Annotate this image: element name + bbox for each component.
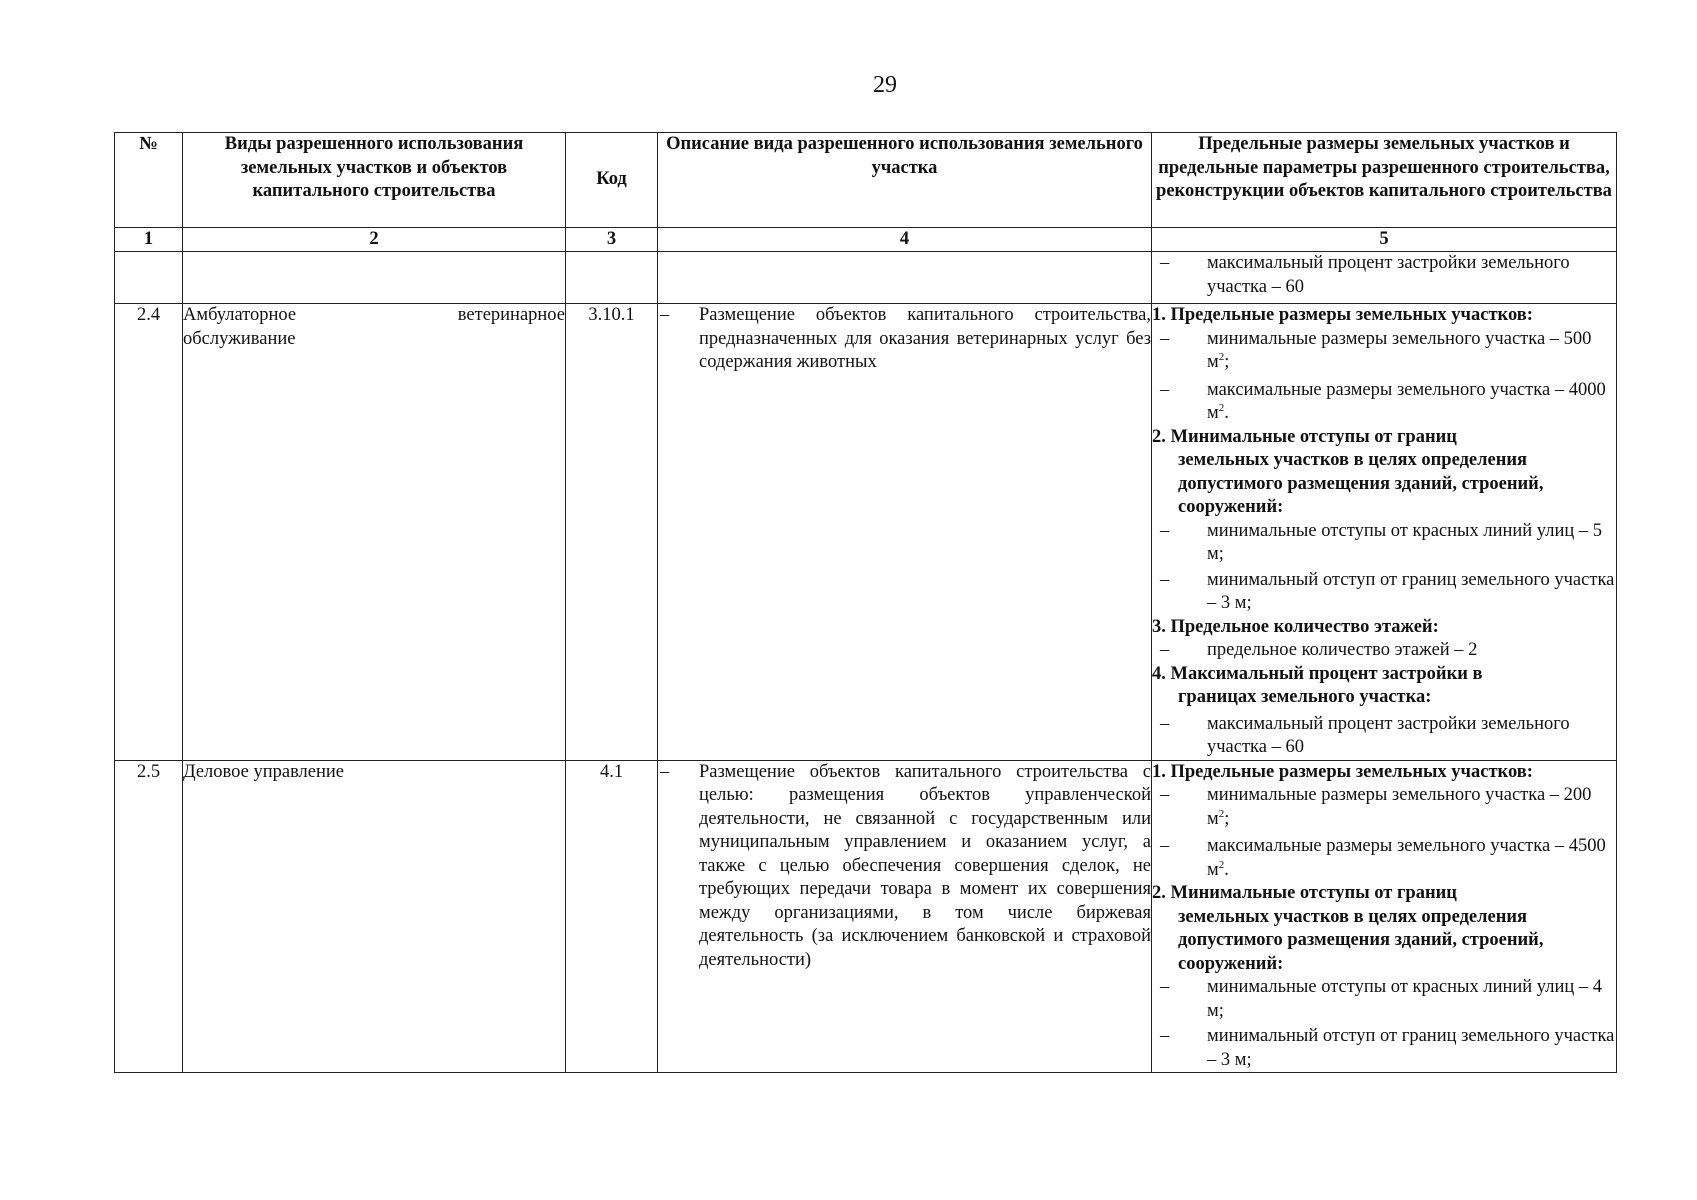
limit-item [1152, 328, 1616, 375]
use-type-cell: Деловое управление [183, 760, 566, 1073]
dash: – [1160, 520, 1170, 541]
superscript: 2 [1218, 858, 1225, 871]
heading-line: 2. Минимальные отступы от границ [1152, 883, 1457, 903]
dash: – [1160, 328, 1170, 349]
limit-text: минимальные отступы от красных линий улиц – 4 м; [1207, 977, 1603, 1021]
limit-text: минимальные размеры земельного участка – 500 м [1207, 328, 1592, 372]
limit-text: максимальные размеры земельного участка – 4500 м [1207, 836, 1606, 880]
limit-text: максимальный процент застройки земельного участка – 60 [1207, 713, 1570, 757]
column-number: 4 [658, 228, 1152, 252]
dash: – [1160, 640, 1170, 660]
description-cell [658, 252, 1152, 304]
punctuation: . [1224, 403, 1229, 423]
superscript: 2 [1218, 807, 1225, 820]
limit-text: предельное количество этажей – 2 [1207, 640, 1478, 660]
dash: – [1160, 1026, 1170, 1046]
limit-item [1152, 379, 1616, 426]
dash: – [660, 305, 670, 325]
limit-item [1152, 252, 1616, 299]
row-number [115, 252, 183, 304]
page-number: 29 [873, 72, 897, 98]
header-no: № [115, 133, 183, 228]
superscript: 2 [1218, 402, 1225, 414]
limit-text: минимальные отступы от красных линий улиц – 5 м; [1207, 520, 1603, 564]
dash: – [1160, 836, 1170, 856]
punctuation: ; [1224, 808, 1230, 829]
heading-line: 2. Минимальные отступы от границ [1152, 426, 1457, 447]
limit-text: минимальные размеры земельного участка – 200 м [1207, 785, 1592, 829]
limit-item [1152, 713, 1616, 760]
description-cell [658, 304, 1152, 761]
limit-text: максимальный процент застройки земельного участка – 60 [1207, 253, 1570, 297]
column-number: 3 [566, 228, 658, 252]
code-cell: 3.10.1 [566, 304, 658, 761]
limit-item [1152, 784, 1616, 831]
code-cell [566, 252, 658, 304]
limits-heading: 1. Предельные размеры земельных участков: [1152, 305, 1533, 325]
use-type-cell [183, 252, 566, 304]
limits-cell [1152, 760, 1617, 1073]
heading-line: 4. Максимальный процент застройки в [1152, 663, 1483, 684]
limits-heading: 3. Предельное количество этажей: [1152, 616, 1439, 637]
column-number-row [115, 228, 1617, 252]
header-description: Описание вида разрешенного использования земельного участка [658, 133, 1152, 228]
dash: – [1160, 977, 1170, 997]
column-number: 1 [115, 228, 183, 252]
limits-cell [1152, 252, 1617, 304]
punctuation: . [1224, 859, 1229, 880]
header-use-type: Виды разрешенного использования земельных участков и объектов капитального строительства [183, 133, 566, 228]
use-type-cell [183, 304, 566, 761]
table-header-row [115, 133, 1617, 228]
dash: – [1160, 569, 1170, 590]
description-cell [658, 760, 1152, 1073]
code-cell: 4.1 [566, 760, 658, 1073]
column-number: 2 [183, 228, 566, 252]
heading-line: земельных участков в целях определения допустимого размещения зданий, строений, сооружений: [1178, 906, 1544, 974]
description-text: Размещение объектов капитального строительства с целью: размещения объектов управленческой деятельности, не связанной с государственным или муниципальным управлением и оказанием услуг, а также с целью обеспечения совершения сделок, не требующих передачи товара в момент их совершения между организациями, в том числе биржевая деятельность (за исключением банковской и страховой деятельности) [699, 761, 1151, 970]
limit-item [1152, 1025, 1616, 1072]
table-row [115, 252, 1617, 304]
limits-heading [1152, 663, 1616, 710]
dash: – [1160, 379, 1170, 400]
limit-text: минимальный отступ от границ земельного участка – 3 м; [1207, 569, 1615, 613]
limit-item [1152, 569, 1616, 616]
limit-item [1152, 835, 1616, 882]
header-code: Код [566, 133, 658, 228]
limit-item [1152, 520, 1616, 567]
limits-heading [1152, 882, 1616, 976]
row-number: 2.5 [115, 760, 183, 1073]
limits-heading: 1. Предельные размеры земельных участков: [1152, 761, 1533, 782]
description-text: Размещение объектов капитального строительства, предназначенных для оказания ветеринарных услуг без содержания животных [699, 305, 1151, 372]
superscript: 2 [1218, 351, 1225, 363]
limits-heading [1152, 426, 1616, 520]
dash: – [1160, 713, 1170, 734]
heading-line: земельных участков в целях определения допустимого размещения зданий, строений, сооружений: [1178, 450, 1544, 517]
limit-text: максимальные размеры земельного участка – 4000 м [1207, 379, 1606, 423]
use-type-word: Амбулаторное [183, 305, 297, 325]
punctuation: ; [1224, 352, 1230, 372]
land-use-table [114, 132, 1617, 1073]
dash: – [1160, 785, 1170, 805]
use-type-word: ветеринарное [457, 305, 565, 325]
row-number: 2.4 [115, 304, 183, 761]
limit-item [1152, 639, 1616, 663]
column-number: 5 [1152, 228, 1617, 252]
heading-line: границах земельного участка: [1178, 687, 1432, 707]
table-row [115, 760, 1617, 1073]
header-limits: Предельные размеры земельных участков и предельные параметры разрешенного строительства, реконструкции объектов капитального строительства [1152, 133, 1617, 228]
limits-cell [1152, 304, 1617, 761]
table-row [115, 304, 1617, 761]
limit-item [1152, 976, 1616, 1023]
dash: – [660, 761, 670, 782]
limit-text: минимальный отступ от границ земельного участка – 3 м; [1207, 1026, 1615, 1070]
dash: – [1160, 253, 1170, 273]
use-type-word: обслуживание [183, 328, 296, 349]
